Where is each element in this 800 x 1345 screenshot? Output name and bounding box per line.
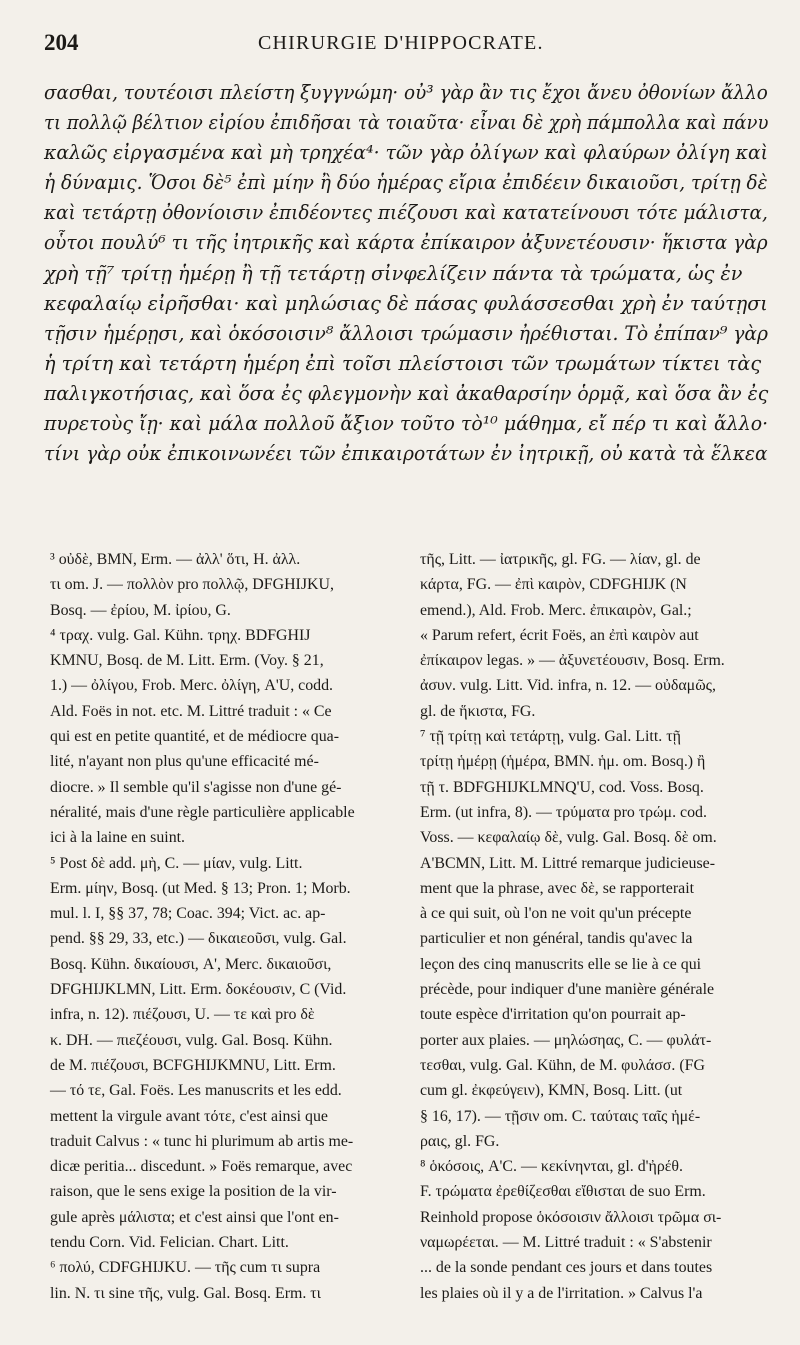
footnote-line: A'BCMN, Litt. M. Littré remarque judicieuse- — [420, 854, 716, 872]
body-line: πυρετοὺς ἴῃ· καὶ μάλα πολλοῦ ἄξιον τοῦτο τὸ¹⁰ μάθημα, εἴ πέρ τι καὶ ἄλλο· — [44, 412, 769, 436]
footnote-line: porter aux plaies. — μηλώσηας, C. — φυλάτ- — [420, 1031, 712, 1049]
footnote-line: ici à la laine en suint. — [50, 829, 186, 847]
footnote-line: ³ οὐδὲ, BMN, Erm. — ἀλλ' ὅτι, H. ἀλλ. — [50, 551, 301, 568]
footnote-line: qui est en petite quantité, et de médiocre qua- — [50, 728, 340, 746]
footnote-line: particulier et non général, tandis qu'avec la — [420, 930, 693, 948]
footnote-line: gule après μάλιστα; et c'est ainsi que l'ont en- — [50, 1208, 339, 1226]
footnote-line: τῇ τ. BDFGHIJKLMNQ'U, cod. Voss. Bosq. — [420, 778, 704, 796]
footnote-line: emend.), Ald. Frob. Merc. ἐπικαιρὸν, Gal.; — [420, 601, 692, 619]
body-line: τι πολλῷ βέλτιον εἰρίου ἐπιδῆσαι τὰ τοιαῦτα· εἶναι δὲ χρὴ πάμπολλα καὶ πάνυ — [44, 111, 769, 135]
footnote-line: Erm. μίην, Bosq. (ut Med. § 13; Pron. 1; Morb. — [50, 879, 351, 897]
footnote-line: mul. l. I, §§ 37, 78; Coac. 394; Vict. ac. ap- — [50, 905, 326, 923]
footnote-line: § 16, 17). — τῇσιν om. C. ταύταις ταῖς ἡμέ- — [420, 1107, 701, 1125]
footnote-line: KMNU, Bosq. de M. Litt. Erm. (Voy. § 21, — [50, 652, 324, 670]
footnote-line: mettent la virgule avant τότε, c'est ainsi que — [50, 1107, 328, 1125]
footnote-line: à ce qui suit, où l'on ne voit qu'un précepte — [420, 905, 692, 923]
footnote-line: ναμωρέεται. — M. Littré traduit : « S'abstenir — [420, 1234, 712, 1252]
footnote-line: de M. πιέζουσι, BCFGHIJKMNU, Litt. Erm. — [50, 1056, 336, 1074]
footnote-line: dicæ peritia... discedunt. » Foës remarque, avec — [50, 1158, 353, 1176]
footnote-line: ment que la phrase, avec δὲ, se rapporterait — [420, 879, 695, 897]
body-line: σασθαι, τουτέοισι πλείστη ξυγγνώμη· οὐ³ γὰρ ἂν τις ἔχοι ἄνευ ὀθονίων ἄλλο — [44, 81, 768, 104]
footnote-line: néralité, mais d'une règle particulière applicable — [50, 803, 355, 821]
footnote-line: τρίτῃ ἡμέρῃ (ἡμέρα, BMN. ἡμ. om. Bosq.) ἢ — [420, 753, 706, 771]
footnotes-left-column — [50, 547, 390, 1306]
footnote-line: toute espèce d'irritation qu'on pourrait ap- — [420, 1006, 686, 1024]
footnote-line: tendu Corn. Vid. Felician. Chart. Litt. — [50, 1234, 289, 1252]
footnote-line: cum gl. ἐκφεύγειν), KMN, Bosq. Litt. (ut — [420, 1082, 683, 1100]
page-number: 204 — [44, 30, 79, 55]
greek-main-text — [44, 78, 768, 469]
footnote-line: 1.) — ὀλίγου, Frob. Merc. ὀλίγη, A'U, codd. — [50, 677, 334, 695]
footnote-line: Voss. — κεφαλαίῳ δὲ, vulg. Gal. Bosq. δὲ om. — [420, 829, 717, 847]
body-line: τίνι γὰρ οὐκ ἐπικοινωνέει τῶν ἐπικαιροτάτων ἐν ἰητρικῇ, οὐ κατὰ τὰ ἕλκεα — [44, 442, 768, 466]
footnote-line: Bosq. Kühn. δικαίουσι, A', Merc. δικαιοῦσι, — [50, 955, 332, 973]
footnote-line: les plaies où il y a de l'irritation. » Calvus l'a — [420, 1284, 703, 1302]
footnote-line: précède, pour indiquer d'une manière générale — [420, 981, 715, 999]
body-line: οὗτοι πουλύ⁶ τι τῆς ἰητρικῆς καὶ κάρτα ἐπίκαιρον ἀξυνετέουσιν· ἥκιστα γὰρ — [44, 231, 768, 255]
footnote-line: lin. N. τι sine τῆς, vulg. Gal. Bosq. Erm. τι — [50, 1284, 321, 1302]
footnote-line: ⁵ Post δὲ add. μὴ, C. — μίαν, vulg. Litt. — [50, 854, 303, 872]
footnote-line: lité, n'ayant non plus qu'une efficacité mé- — [50, 753, 319, 771]
footnote-line: infra, n. 12). πιέζουσι, U. — τε καὶ pro δὲ — [50, 1006, 315, 1024]
footnote-line: τῆς, Litt. — ἰατρικῆς, gl. FG. — λίαν, gl. de — [420, 551, 701, 568]
footnote-line: ⁷ τῇ τρίτῃ καὶ τετάρτῃ, vulg. Gal. Litt. τῇ — [420, 728, 681, 746]
footnote-line: Bosq. — ἐρίου, M. ἰρίου, G. — [50, 601, 231, 619]
footnote-line: « Parum refert, écrit Foës, an ἐπὶ καιρὸν aut — [420, 626, 699, 644]
footnote-line: Ald. Foës in not. etc. M. Littré traduit : « Ce — [50, 702, 332, 720]
footnote-line: Reinhold propose ὁκόσοισιν ἄλλοισι τρῶμα σι- — [420, 1208, 722, 1226]
body-line: χρὴ τῇ⁷ τρίτῃ ἡμέρῃ ἢ τῇ τετάρτῃ σἰνφελίζειν πάντα τὰ τρώματα, ὡς ἐν — [44, 261, 743, 285]
body-line: καλῶς εἰργασμένα καὶ μὴ τρηχέα⁴· τῶν γὰρ ὀλίγων καὶ φλαύρων ὀλίγη καὶ — [44, 141, 769, 165]
footnote-line: ἀσυν. vulg. Litt. Vid. infra, n. 12. — οὐδαμῶς, — [420, 677, 716, 695]
footnote-line: ⁶ πολύ, CDFGHIJKU. — τῆς cum τι supra — [50, 1259, 321, 1277]
body-line: τῇσιν ἡμέρῃσι, καὶ ὁκόσοισιν⁸ ἄλλοισι τρώμασιν ἠρέθισται. Τὸ ἐπίπαν⁹ γὰρ — [44, 321, 769, 345]
page-header — [44, 30, 774, 60]
footnote-line: traduit Calvus : « tunc hi plurimum ab artis me- — [50, 1132, 354, 1150]
footnote-line: ... de la sonde pendant ces jours et dans toutes — [420, 1259, 713, 1277]
footnotes-right-column — [420, 547, 760, 1306]
footnote-line: gl. de ἥκιστα, FG. — [420, 702, 536, 720]
running-title: CHIRURGIE D'HIPPOCRATE. — [258, 32, 544, 54]
body-line: καὶ τετάρτῃ ὀθονίοισιν ἐπιδέοντες πιέζουσι καὶ κατατείνουσι τότε μάλιστα, — [44, 201, 768, 225]
body-line: παλιγκοτήσιας, καὶ ὅσα ἐς φλεγμονὴν καὶ ἀκαθαρσίην ὁρμᾷ, καὶ ὅσα ἂν ἐς — [44, 381, 769, 405]
body-line: κεφαλαίῳ εἰρῆσθαι· καὶ μηλώσιας δὲ πάσας φυλάσσεσθαι χρὴ ἐν ταύτῃσι — [44, 291, 768, 315]
footnote-line: leçon des cinq manuscrits elle se lie à ce qui — [420, 955, 702, 973]
footnote-line: F. τρώματα ἐρεθίζεσθαι εἴθισται de suo Erm. — [420, 1183, 706, 1201]
footnote-line: ⁴ τραχ. vulg. Gal. Kühn. τρηχ. BDFGHIJ — [50, 626, 311, 644]
footnote-line: diocre. » Il semble qu'il s'agisse non d'une gé- — [50, 778, 342, 796]
body-line: ἡ δύναμις. Ὅσοι δὲ⁵ ἐπὶ μίην ἢ δύο ἡμέρας εἴρια ἐπιδέειν δικαιοῦσι, τρίτῃ δὲ — [44, 171, 768, 195]
footnote-line: κάρτα, FG. — ἐπὶ καιρὸν, CDFGHIJK (N — [420, 576, 687, 594]
footnote-line: pend. §§ 29, 33, etc.) — δικαιεοῦσι, vulg. Gal. — [50, 930, 347, 948]
footnote-line: ἐπίκαιρον legas. » — ἀξυνετέουσιν, Bosq. Erm. — [420, 652, 725, 670]
footnote-line: τεσθαι, vulg. Gal. Kühn, de M. φυλάσσ. (FG — [420, 1056, 705, 1074]
footnote-line: — τό τε, Gal. Foës. Les manuscrits et les edd. — [50, 1082, 342, 1100]
footnote-line: τι om. J. — πολλὸν pro πολλῷ, DFGHIJKU, — [50, 576, 334, 594]
footnote-line: Erm. (ut infra, 8). — τρύματα pro τρώμ. cod. — [420, 803, 707, 821]
body-line: ἡ τρίτη καὶ τετάρτη ἡμέρη ἐπὶ τοῖσι πλείστοισι τῶν τρωμάτων τίκτει τὰς — [44, 351, 762, 375]
footnote-line: raison, que le sens exige la position de la vir- — [50, 1183, 337, 1201]
footnote-line: DFGHIJKLMN, Litt. Erm. δοκέουσιν, C (Vid. — [50, 981, 347, 999]
footnote-line: ⁸ ὁκόσοις, A'C. — κεκίνηνται, gl. d'ἠρέθ. — [420, 1158, 684, 1176]
footnote-line: κ. DH. — πιεζέουσι, vulg. Gal. Bosq. Kühn. — [50, 1031, 333, 1049]
footnote-line: ραις, gl. FG. — [420, 1132, 500, 1150]
